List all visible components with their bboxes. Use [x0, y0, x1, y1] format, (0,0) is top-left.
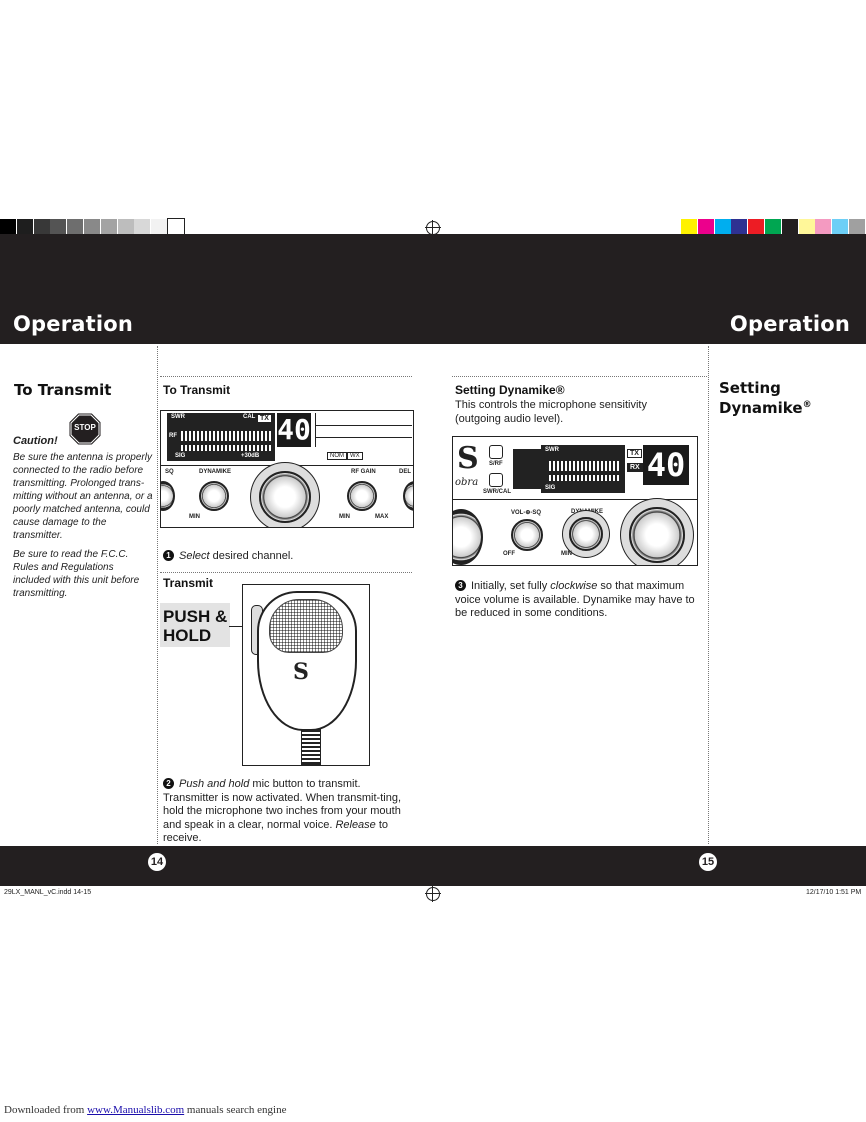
rx-indicator: RX: [627, 463, 643, 472]
step-3-text-b: so that maximum voice volume is available. Dynamike may have to be reduced in some conditions.: [455, 580, 695, 619]
color-swatch: [698, 219, 714, 235]
divider-right: [708, 346, 709, 844]
step-2-end: to receive.: [163, 818, 389, 844]
color-swatch: [799, 219, 815, 235]
channel-display-2: 40: [643, 445, 689, 485]
sq-knob-partial: [160, 481, 175, 511]
rf-gain-knob: [347, 481, 377, 511]
stop-sign-label: STOP: [74, 423, 96, 432]
label-plus30: +30dB: [241, 453, 260, 459]
step-2: [163, 778, 413, 846]
sidebar-title-line-1: Setting: [719, 379, 781, 397]
footer-band: [0, 846, 866, 886]
step-1-number: 1: [163, 550, 174, 561]
microphone-body: [257, 591, 357, 731]
color-swatch: [782, 219, 798, 235]
color-swatch: [748, 219, 764, 235]
footer-tagline: manuals search engine: [184, 1104, 287, 1116]
display-window: [315, 413, 412, 447]
label-dynamike-2: DYNAMIKE: [571, 509, 604, 515]
page-number-right: 15: [699, 853, 717, 871]
label-off: OFF: [503, 551, 515, 557]
nom-button-label: NOM: [327, 452, 347, 460]
header-title-right: Operation: [729, 312, 850, 336]
push-hold-line-1: PUSH &: [163, 607, 228, 626]
page-number-left: 14: [148, 853, 166, 871]
push-hold-line-2: HOLD: [163, 626, 212, 645]
wx-button-label: WX: [347, 452, 363, 460]
vol-sq-knob: [511, 519, 543, 551]
gray-swatch: [118, 219, 134, 235]
gray-swatch: [50, 219, 66, 235]
cobra-logo-icon: S: [457, 441, 479, 476]
step-3-number: 3: [455, 580, 466, 591]
label-del: DEL: [399, 469, 411, 475]
section-title-setting-dynamike: Setting Dynamike®: [455, 383, 565, 397]
gray-swatch: [101, 219, 117, 235]
microphone-illustration: [242, 584, 370, 766]
color-swatch: [832, 219, 848, 235]
sidebar-title-setting-dynamike: [719, 380, 812, 417]
left-knob-partial: [452, 509, 483, 565]
gray-swatch: [84, 219, 100, 235]
gray-swatch: [134, 219, 150, 235]
dynamike-knob: [199, 481, 229, 511]
step-3: [455, 580, 700, 621]
footer-downloaded-from: Downloaded from: [4, 1104, 88, 1116]
label-swr-cal: SWR/CAL: [483, 489, 511, 495]
tx-indicator-2: TX: [627, 449, 642, 458]
channel-knob-2: [629, 507, 685, 563]
color-swatch: [815, 219, 831, 235]
label-min-3: MIN: [561, 551, 572, 557]
divider-col1-top: [160, 376, 412, 377]
step-1-italic: Select: [179, 550, 210, 562]
gray-swatch: [151, 219, 167, 235]
registration-mark-top: [426, 221, 440, 235]
brand-label: obra: [455, 477, 479, 488]
file-slug: 29LX_MANL_vC.indd 14-15: [4, 889, 92, 896]
label-rf-gain: RF GAIN: [351, 469, 376, 475]
label-max: MAX: [375, 514, 389, 520]
label-sig: SIG: [175, 453, 186, 459]
step-2-number: 2: [163, 778, 174, 789]
header-title-left: Operation: [13, 312, 134, 336]
sidebar-title-to-transmit: To Transmit: [14, 381, 112, 399]
mic-cord-strain: [301, 729, 321, 765]
radio-front-panel-illustration: [160, 410, 414, 528]
timestamp: 12/17/10 1:51 PM: [806, 889, 862, 896]
label-dynamike: DYNAMIKE: [199, 469, 232, 475]
sidebar-title-line-2: Dynamike: [719, 399, 803, 417]
fcc-text: Be sure to read the F.C.C. Rules and Regulations included with this unit before transmitting.: [13, 549, 140, 599]
label-s-rf: S/RF: [489, 461, 503, 467]
step-2-text: mic button to transmit. Transmitter is now activated. When transmit-ting, hold the microphone two inches from your mouth and speak in a clear, normal voice.: [163, 778, 402, 831]
step-2-italic: Push and hold: [179, 778, 250, 790]
gray-swatch: [168, 219, 184, 235]
color-swatch: [715, 219, 731, 235]
color-swatch: [681, 219, 697, 235]
step-3-text-a: Initially, set fully: [471, 580, 551, 592]
cobra-logo-icon: S: [293, 659, 309, 685]
caution-label: Caution!: [13, 435, 58, 447]
color-swatch: [765, 219, 781, 235]
sidebar-title-reg: ®: [802, 400, 812, 410]
step-1: [163, 550, 413, 564]
label-rf: RF: [169, 433, 177, 439]
gray-swatch: [0, 219, 16, 235]
label-min-2: MIN: [339, 514, 350, 520]
label-swr-2: SWR: [545, 447, 559, 453]
label-vol-sq: VOL-⊕-SQ: [511, 510, 542, 516]
divider-left: [157, 346, 158, 844]
section-title-transmit: Transmit: [163, 576, 214, 590]
caution-text: Be sure the antenna is properly connected to the radio before transmitting. Prolonged trans-mitting without an antenna, or a poorly matched antenna, could cause damage to the transmitter.: [13, 452, 153, 541]
download-footer: [4, 1104, 286, 1116]
section-title-to-transmit: To Transmit: [163, 383, 231, 397]
dynamike-knob-2: [569, 517, 603, 551]
label-cal: CAL: [243, 414, 256, 420]
radio-dynamike-illustration: [452, 436, 698, 566]
channel-knob: [259, 471, 311, 523]
gray-swatch: [34, 219, 50, 235]
microphone-grill: [269, 599, 343, 653]
step-2-release: Release: [335, 818, 376, 831]
color-swatch: [731, 219, 747, 235]
label-swr: SWR: [171, 414, 185, 420]
divider-col1-mid: [160, 572, 412, 573]
tx-indicator: TX: [257, 414, 272, 423]
push-hold-label: [163, 607, 227, 645]
label-sq: SQ: [165, 469, 174, 475]
channel-display: 40: [277, 413, 311, 446]
step-3-italic: clockwise: [550, 580, 598, 592]
gray-swatch: [67, 219, 83, 235]
registration-mark-bottom: [426, 887, 440, 901]
footer-site-link[interactable]: www.Manualslib.com: [87, 1104, 185, 1116]
label-sig-2: SIG: [545, 485, 556, 491]
step-1-text: desired channel.: [209, 550, 294, 562]
gray-swatch: [17, 219, 33, 235]
divider-col2-top: [452, 376, 707, 377]
del-knob-partial: [403, 481, 414, 511]
section-intro: This controls the microphone sensitivity (outgoing audio level).: [455, 399, 647, 425]
color-swatch: [849, 219, 865, 235]
label-min-1: MIN: [189, 514, 200, 520]
